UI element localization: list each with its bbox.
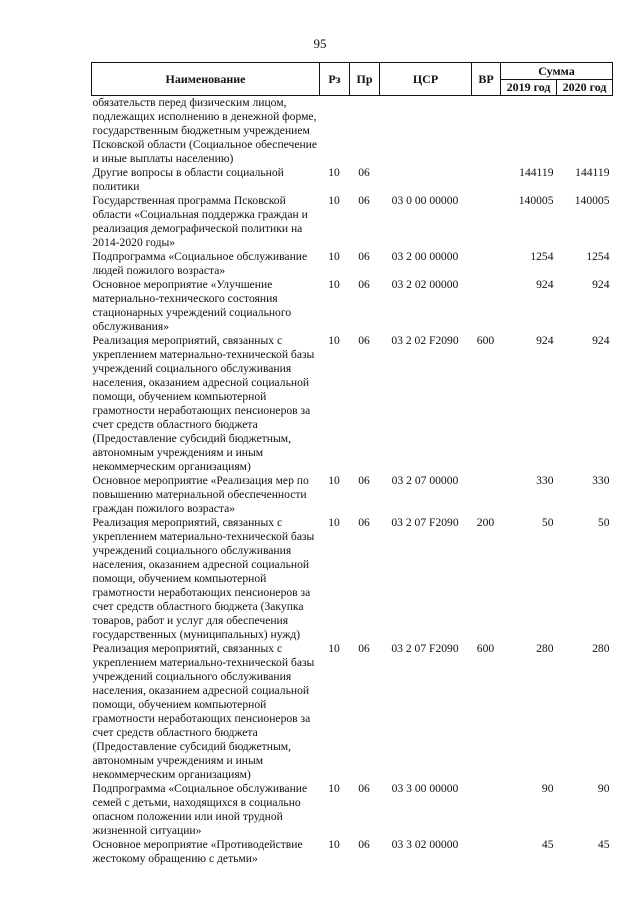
table-row — [92, 194, 613, 250]
cell-vr — [472, 838, 501, 866]
cell-sum-2019 — [501, 96, 557, 167]
table-header — [92, 63, 613, 96]
cell-rz: 10 — [328, 516, 340, 529]
cell-vr — [472, 96, 501, 167]
cell-rz: 10 — [328, 334, 340, 347]
cell-name: Основное мероприятие «Противодействие жестокому обращению с детьми» — [92, 838, 303, 865]
cell-csr: 03 2 02 00000 — [391, 278, 459, 291]
cell-name: Реализация мероприятий, связанных с укреплением материально-технической базы учреждений социального обслуживания населения, оказанием адресной социальной помощи, обучением компьютерной грамотности неработающих пенсионеров за счет средств областного бюджета (Закупка товаров, работ и услуг для обеспечения государственных (муниципальных) нужд) — [92, 516, 315, 641]
cell-sum-2020: 144119 — [575, 166, 610, 179]
cell-vr — [472, 474, 501, 516]
cell-sum-2019: 90 — [541, 782, 554, 795]
header-pr: Пр — [350, 63, 380, 96]
cell-rz: 10 — [328, 194, 340, 207]
table-row — [92, 166, 613, 194]
table-body — [92, 96, 613, 867]
cell-sum-2020: 330 — [592, 474, 610, 487]
cell-pr — [350, 96, 380, 167]
cell-sum-2020: 90 — [597, 782, 610, 795]
cell-rz: 10 — [328, 278, 340, 291]
cell-name: Реализация мероприятий, связанных с укреплением материально-технической базы учреждений социального обслуживания населения, оказанием адресной социальной помощи, обучением компьютерной грамотности неработающих пенсионеров за счет средств областного бюджета (Предоставление субсидий бюджетным, автономным учреждениям и иным некоммерческим организациям) — [92, 334, 315, 473]
cell-rz: 10 — [328, 474, 340, 487]
cell-sum-2020: 140005 — [574, 194, 610, 207]
budget-table — [91, 62, 613, 866]
table-row — [92, 278, 613, 334]
page-number: 95 — [313, 36, 327, 51]
cell-vr: 600 — [476, 334, 495, 347]
cell-name: Подпрограмма «Социальное обслуживание семей с детьми, находящихся в социально опасном положении или иной трудной жизненной ситуации» — [92, 782, 308, 837]
cell-sum-2019: 330 — [536, 474, 554, 487]
header-year-2020: 2020 год — [557, 80, 613, 96]
cell-name: Другие вопросы в области социальной политики — [92, 166, 284, 193]
cell-sum-2019: 144119 — [519, 166, 554, 179]
cell-name: обязательств перед физическим лицом, подлежащих исполнению в денежной форме, государственным бюджетным учреждением Псковской области (Социальное обеспечение и иные выплаты населению) — [92, 96, 318, 165]
cell-csr: 03 2 00 00000 — [391, 250, 459, 263]
cell-sum-2019: 280 — [536, 642, 554, 655]
cell-sum-2019: 50 — [541, 516, 554, 529]
cell-pr: 06 — [358, 250, 370, 263]
table-row — [92, 516, 613, 642]
cell-csr: 03 3 00 00000 — [391, 782, 459, 795]
cell-sum-2019: 1254 — [530, 250, 554, 263]
cell-name: Основное мероприятие «Реализация мер по повышению материальной обеспеченности граждан пожилого возраста» — [92, 474, 309, 515]
table-row — [92, 642, 613, 782]
cell-csr: 03 2 07 F2090 — [391, 642, 459, 655]
cell-sum-2019: 924 — [536, 278, 554, 291]
cell-csr — [380, 96, 472, 167]
cell-rz: 10 — [328, 166, 340, 179]
cell-vr — [472, 782, 501, 838]
cell-name: Подпрограмма «Социальное обслуживание людей пожилого возраста» — [92, 250, 308, 277]
table-row — [92, 838, 613, 866]
cell-pr: 06 — [358, 166, 370, 179]
cell-pr: 06 — [358, 474, 370, 487]
cell-sum-2019: 140005 — [518, 194, 554, 207]
cell-vr — [472, 278, 501, 334]
header-year-2019: 2019 год — [501, 80, 557, 96]
cell-vr: 600 — [476, 642, 495, 655]
cell-csr — [380, 166, 472, 194]
cell-vr: 200 — [476, 516, 495, 529]
cell-sum-2019: 924 — [536, 334, 554, 347]
header-rz: Рз — [320, 63, 350, 96]
cell-csr: 03 0 00 00000 — [391, 194, 459, 207]
header-csr: ЦСР — [380, 63, 472, 96]
cell-pr: 06 — [358, 334, 370, 347]
cell-csr: 03 3 02 00000 — [391, 838, 459, 851]
table-row — [92, 334, 613, 474]
cell-pr: 06 — [358, 838, 370, 851]
header-sum: Сумма — [501, 63, 613, 80]
cell-sum-2020: 1254 — [586, 250, 610, 263]
table-row — [92, 782, 613, 838]
cell-name: Основное мероприятие «Улучшение материально-технического состояния стационарных учреждений социального обслуживания» — [92, 278, 292, 333]
cell-sum-2020: 280 — [592, 642, 610, 655]
cell-name: Государственная программа Псковской области «Социальная поддержка граждан и реализация демографической политики на 2014-2020 годы» — [92, 194, 308, 249]
cell-vr — [472, 194, 501, 250]
cell-name: Реализация мероприятий, связанных с укреплением материально-технической базы учреждений социального обслуживания населения, оказанием адресной социальной помощи, обучением компьютерной грамотности неработающих пенсионеров за счет средств областного бюджета (Предоставление субсидий бюджетным, автономным учреждениям и иным некоммерческим организациям) — [92, 642, 315, 781]
cell-pr: 06 — [358, 278, 370, 291]
cell-pr: 06 — [358, 782, 370, 795]
cell-pr: 06 — [358, 642, 370, 655]
cell-rz: 10 — [328, 838, 340, 851]
table-row — [92, 250, 613, 278]
header-name: Наименование — [92, 63, 320, 96]
cell-sum-2020: 924 — [592, 278, 610, 291]
cell-rz: 10 — [328, 250, 340, 263]
cell-sum-2019: 45 — [541, 838, 554, 851]
cell-csr: 03 2 02 F2090 — [391, 334, 459, 347]
cell-csr: 03 2 07 00000 — [391, 474, 459, 487]
cell-vr — [472, 166, 501, 194]
cell-vr — [472, 250, 501, 278]
cell-sum-2020: 45 — [597, 838, 610, 851]
cell-sum-2020 — [557, 96, 613, 167]
cell-rz — [320, 96, 350, 167]
cell-sum-2020: 924 — [592, 334, 610, 347]
cell-rz: 10 — [328, 642, 340, 655]
cell-csr: 03 2 07 F2090 — [391, 516, 459, 529]
cell-pr: 06 — [358, 516, 370, 529]
cell-sum-2020: 50 — [597, 516, 610, 529]
cell-rz: 10 — [328, 782, 340, 795]
table-row — [92, 96, 613, 167]
header-vr: ВР — [472, 63, 501, 96]
table-row — [92, 474, 613, 516]
cell-pr: 06 — [358, 194, 370, 207]
